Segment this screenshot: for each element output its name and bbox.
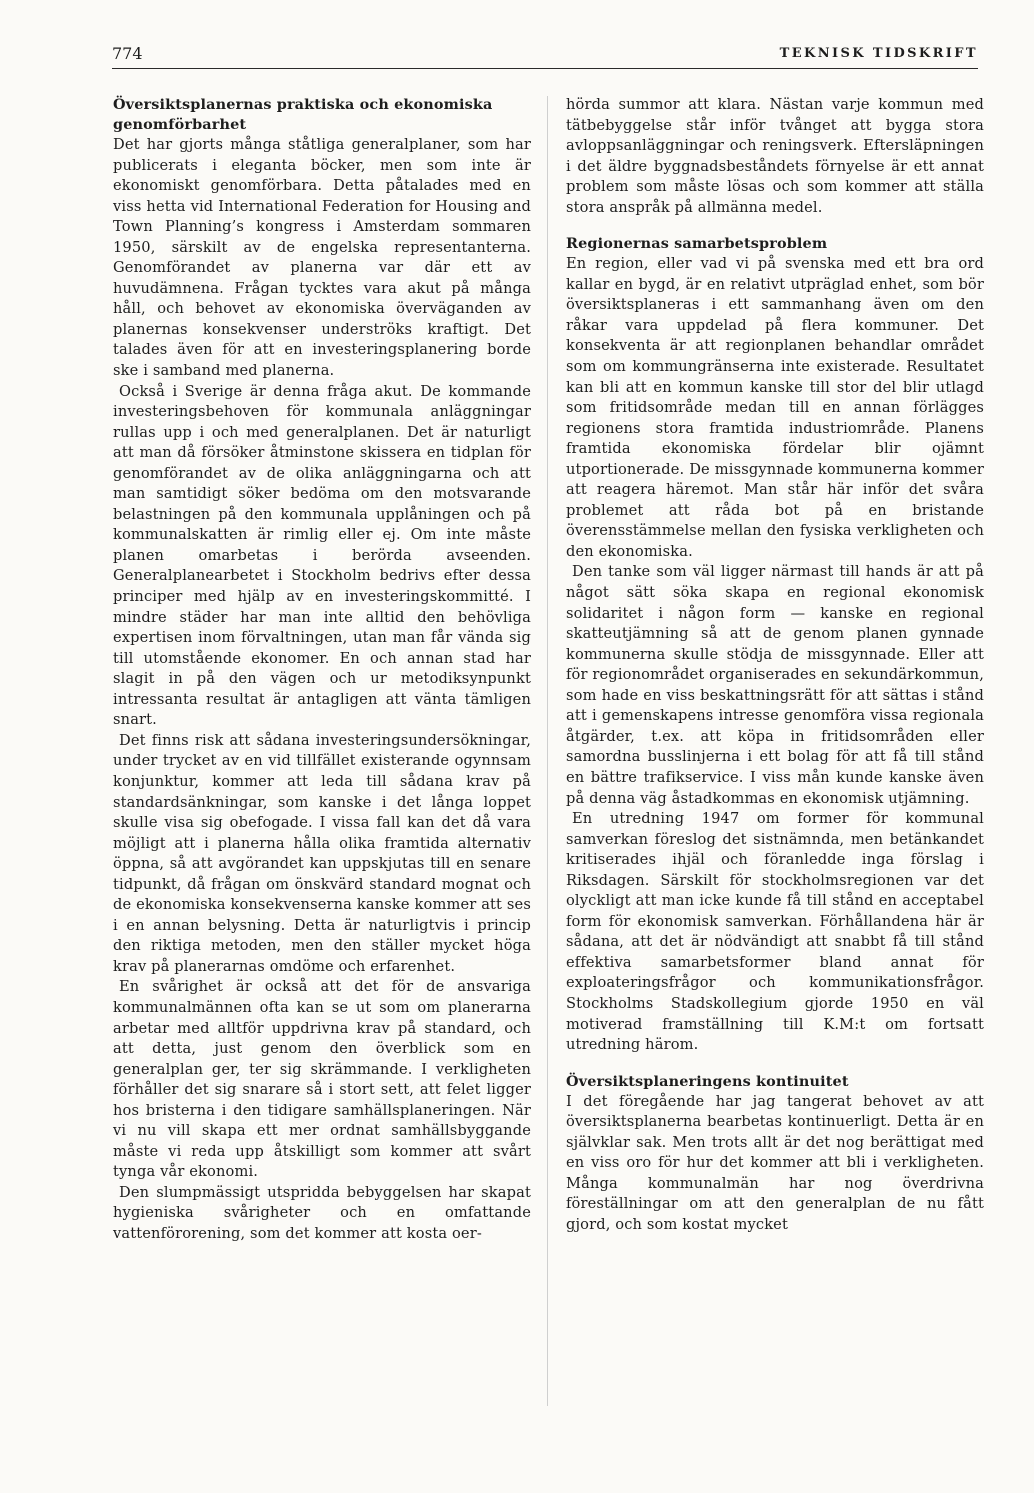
- section-heading-continuity: Översiktsplaneringens kontinuitet: [566, 1072, 849, 1090]
- paragraph: Den tanke som väl ligger närmast till hands är att på något sätt söka skapa en regional ekonomisk solidaritet i någon form — kanske en regional skatteutjämning så att de genom planen gynnade kommunerna skulle stödja de missgynnade. Eller att för regionområdet organiserades en sekundärkommun, som hade en viss beskattningsrätt för att sättas i stånd att i gemenskapens intresse genomföra vissa regionala åtgärder, t.ex. att köpa in fritidsområden eller samordna busslinjerna i ett bolag för att få till stånd en bättre trafikservice. I viss mån kunde kanske även på denna väg åstadkommas en ekonomisk utjämning.: [566, 563, 984, 807]
- paragraph: Också i Sverige är denna fråga akut. De kommande investeringsbehoven för kommunala anläggningar rullas upp i och med generalplanen. Det är naturligt att man då försöker åtminstone skissera en tidplan för genomförandet av de olika anläggningarna och att man samtidigt söker bedöma om den motsvarande belastningen på den kommunala upplåningen och på kommunalskatten är rimlig eller ej. Om inte måste planen omarbetas i berörda avseenden. Generalplanearbetet i Stockholm bedrivs efter dessa principer med hjälp av en investeringskommitté. I mindre städer har man inte alltid den behövliga expertisen inom förvaltningen, utan man får vända sig till utomstående ekonomer. En och annan stad har slagit in på den vägen och ur metodiksynpunkt intressanta resultat är antagligen att vänta tämligen snart.: [113, 382, 531, 729]
- section-heading-regions: Regionernas samarbetsproblem: [566, 235, 828, 253]
- paragraph: I det föregående har jag tangerat behovet av att översiktsplanerna bearbetas kontinuerligt. Detta är en självklar sak. Men trots allt är det nog berättigat med en viss oro för hur det kommer att bli i verkligheten. Många kommunalmän har nog överdrivna föreställningar om att den generalplan de nu fått gjord, och som kostat mycket: [566, 1092, 984, 1233]
- paragraph: En region, eller vad vi på svenska med ett bra ord kallar en bygd, är en relativt utpräglad enhet, som bör översiktsplaneras i ett sammanhang även om den råkar vara uppdelad på flera kommuner. Det konsekventa är att regionplanen behandlar området som om kommungränserna inte existerade. Resultatet kan bli att en kommun kanske till stor del blir utlagd som fritidsområde medan till en annan förlägges regionens stora framtida industriområde. Planens framtida ekonomiska fördelar blir ojämnt utportionerade. De missgynnade kommunerna kommer att reagera häremot. Man står här inför det svåra problemet att råda bot på en bristande överensstämmelse mellan den fysiska verkligheten och den ekonomiska.: [566, 255, 984, 560]
- paragraph: En utredning 1947 om former för kommunal samverkan föreslog det sistnämnda, men betänkandet kritiserades ihjäl och föranledde inga förslag i Riksdagen. Särskilt för stockholmsregionen var det olyckligt att man icke kunde få till stånd en acceptabel form för ekonomisk samverkan. Förhållandena här är sådana, att det är nödvändigt att snabbt få till stånd effektiva samarbetsformer bland annat för exploateringsfrågor och kommunikationsfrågor. Stockholms Stadskollegium gjorde 1950 en väl motiverad framställning till K.M:t om fortsatt utredning härom.: [566, 810, 984, 1054]
- left-column: [113, 95, 531, 1245]
- paragraph: Den slumpmässigt utspridda bebyggelsen har skapat hygieniska svårigheter och en omfattande vattenförorening, som det kommer att kosta oer-: [113, 1183, 531, 1242]
- page-number: 774: [112, 44, 143, 63]
- section-heading-feasibility: Översiktsplanernas praktiska och ekonomiska genomförbarhet: [113, 96, 493, 133]
- paragraph: Det har gjorts många ståtliga generalplaner, som har publicerats i eleganta böcker, men som inte är ekonomiskt genomförbara. Detta påtalades med en viss hetta vid International Federation for Housing and Town Planning’s kongress i Amsterdam sommaren 1950, särskilt av de engelska representanterna. Genomförandet av planerna var där ett av huvudämnena. Frågan tycktes vara akut på många håll, och behovet av ekonomiska överväganden av planernas konsekvenser underströks kraftigt. Det talades även för att en investeringsplanering borde ske i samband med planerna.: [113, 136, 531, 380]
- paragraph: Det finns risk att sådana investeringsundersökningar, under trycket av en vid tillfället existerande ogynnsam konjunktur, kommer att leda till sådana krav på standardsänkningar, som kanske i det långa loppet skulle visa sig obefogade. I vissa fall kan det då vara möjligt att i planerna hålla olika framtida alternativ öppna, så att avgörandet kan uppskjutas till en senare tidpunkt, då frågan om önskvärd standard mognat och de ekonomiska konsekvenserna kanske kommer att ses i en annan belysning. Detta är naturligtvis i princip den riktiga metoden, men den ställer mycket höga krav på planerarnas omdöme och erfarenhet.: [113, 731, 531, 975]
- journal-title: TEKNISK TIDSKRIFT: [779, 46, 978, 61]
- right-column: [566, 95, 984, 1235]
- paragraph: hörda summor att klara. Nästan varje kommun med tätbebyggelse står inför tvånget att bygga stora avloppsanläggningar och reningsverk. Eftersläpningen i det äldre byggnadsbeståndets förnyelse är ett annat problem som måste lösas och som kommer att ställa stora anspråk på allmänna medel.: [566, 96, 984, 216]
- paragraph: En svårighet är också att det för de ansvariga kommunalmännen ofta kan se ut som om planerarna arbetar med alltför uppdrivna krav på standard, och att detta, just genom den överblick som en generalplan ger, ter sig skrämmande. I verkligheten förhåller det sig snarare så i stort sett, att felet ligger hos bristerna i den tidigare samhällsplaneringen. När vi nu vill skapa ett mer ordnat samhällsbyggande måste vi reda upp åtskilligt som kommer att svårt tynga vår ekonomi.: [113, 978, 531, 1181]
- page-header: [112, 44, 978, 69]
- column-divider: [547, 96, 548, 1406]
